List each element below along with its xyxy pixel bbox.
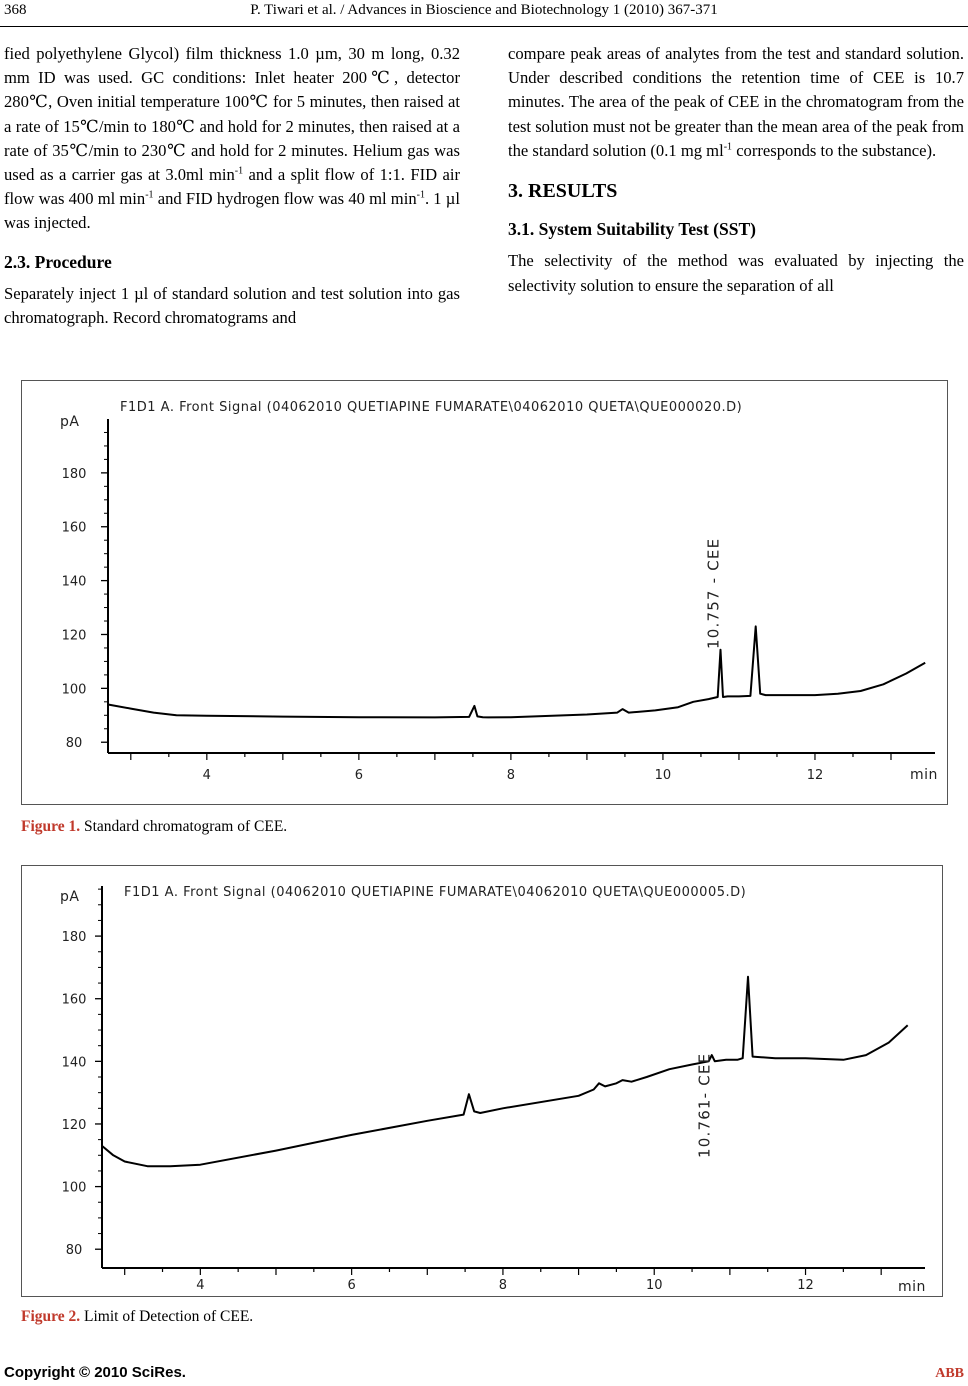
figure-1-caption: Figure 1. Standard chromatogram of CEE.: [21, 818, 288, 835]
y-tick-label: 160: [61, 992, 87, 1008]
x-tick-label: 4: [196, 1278, 205, 1293]
peak-label: 10.761- CEE: [695, 1052, 714, 1158]
header-rule: [0, 26, 968, 27]
signal-trace: [108, 626, 925, 717]
x-tick-label: 6: [354, 768, 364, 783]
figure-2-caption: Figure 2. Limit of Detection of CEE.: [21, 1308, 254, 1325]
paragraph-peak-areas: compare peak areas of analytes from the test and standard solution. Under described conditions the retention time of CEE is 10.7 minutes. The area of the peak of CEE in the chromatogram from the test solution must not be greater than the mean area of the peak from the standard solution (0.1 mg $ml^{-1}$ corresponds to the substance).: [508, 44, 964, 160]
y-tick-label: 140: [61, 1055, 87, 1071]
x-tick-label: 8: [506, 768, 516, 783]
x-axis-unit-label: min: [898, 1279, 926, 1295]
paragraph-procedure: Separately inject 1 µl of standard solution and test solution into gas chromatograph. Record chromatograms and: [4, 283, 460, 328]
footer-copyright: Copyright © 2010 SciRes.: [4, 1364, 186, 1381]
x-tick-label: 6: [347, 1278, 356, 1293]
heading-procedure: 2.3. Procedure: [4, 251, 112, 272]
x-tick-label: 8: [498, 1278, 508, 1293]
x-tick-label: 10: [645, 1278, 663, 1293]
y-axis-label: pA: [60, 414, 80, 430]
y-tick-label: 120: [61, 1117, 87, 1133]
figure-1-chromatogram: [21, 380, 948, 805]
figure-2-chromatogram: [21, 865, 943, 1297]
x-tick-label: 4: [202, 768, 211, 783]
y-tick-label: 100: [61, 1180, 87, 1196]
y-tick-label: 180: [61, 466, 87, 482]
right-column: [508, 42, 964, 298]
peak-label: 10.757 - CEE: [704, 537, 723, 649]
chromatogram-1-svg: [22, 381, 947, 804]
x-tick-label: 12: [806, 768, 824, 783]
signal-trace: [102, 977, 908, 1166]
y-tick-label: 120: [61, 628, 87, 644]
x-tick-label: 10: [654, 768, 672, 783]
x-axis-unit-label: min: [910, 767, 938, 783]
y-tick-label: 140: [61, 574, 87, 590]
heading-results: 3. RESULTS: [508, 180, 618, 203]
footer-journal: ABB: [935, 1366, 964, 1381]
y-tick-label: 80: [65, 736, 83, 752]
left-column: [4, 42, 460, 330]
paragraph-gc-conditions: fied polyethylene Glycol) film thickness 1.0 µm, 30 m long, 0.32 mm ID was used. GC conditions: Inlet heater 200℃, detector 280℃, Oven initial temperature 100℃ for 5 minutes, then raised at a rate of 15℃/min to 180℃ and hold for 2 minutes, then raised at a rate of 35℃/min to 230℃ and hold for 2 minutes. Helium gas was used as a carrier gas at 3.0ml $\min^{-1}$ and a split flow of 1:1. FID air flow was 400 ml $\min^{-1}$ and FID hydrogen flow was 40 ml $\min^{-1}$. 1 µl was injected.: [4, 44, 460, 233]
y-tick-label: 160: [61, 520, 87, 536]
paragraph-selectivity: The selectivity of the method was evaluated by injecting the selectivity solution to ensure the separation of all: [508, 251, 964, 295]
y-tick-label: 80: [65, 1243, 83, 1259]
y-tick-label: 100: [61, 682, 87, 698]
chart-title: F1D1 A. Front Signal (04062010 QUETIAPINE FUMARATE\04062010 QUETA\QUE000020.D): [120, 400, 743, 415]
chart-title: F1D1 A. Front Signal (04062010 QUETIAPINE FUMARATE\04062010 QUETA\QUE000005.D): [124, 885, 747, 900]
heading-sst: 3.1. System Suitability Test (SST): [508, 219, 756, 240]
x-tick-label: 12: [797, 1278, 814, 1293]
running-head: P. Tiwari et al. / Advances in Bioscience and Biotechnology 1 (2010) 367-371: [250, 2, 718, 18]
y-axis-label: pA: [60, 889, 80, 905]
chromatogram-2-svg: [22, 866, 942, 1296]
y-tick-label: 180: [61, 930, 87, 946]
page-number: 368: [4, 2, 27, 18]
